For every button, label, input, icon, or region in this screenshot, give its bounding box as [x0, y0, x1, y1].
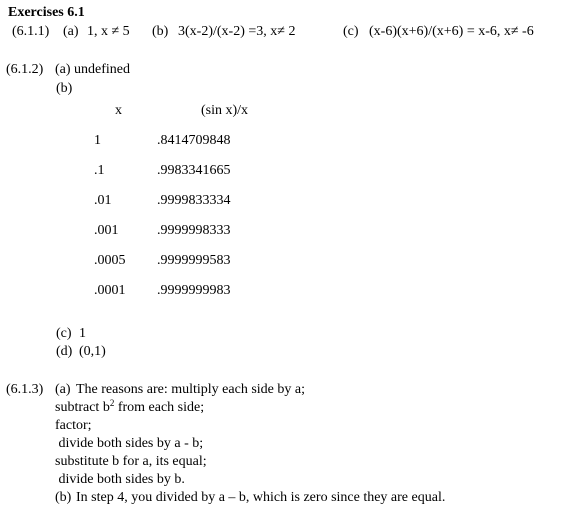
exercise-6-1-3-a-text: The reasons are: multiply each side by a;	[76, 382, 305, 397]
table-cell-x: .1	[94, 163, 105, 178]
exponent-2: 2	[109, 398, 115, 408]
table-cell-x: 1	[94, 133, 101, 148]
step-subtract-line	[55, 400, 204, 416]
exercise-6-1-2-number: (6.1.2)	[6, 62, 44, 77]
exercise-6-1-2-c-text: 1	[79, 326, 86, 341]
exercise-6-1-2-d-label: (d)	[56, 344, 73, 359]
table-cell-x: .0001	[94, 283, 126, 298]
exercise-6-1-2-a-label: (a)	[55, 62, 71, 77]
exercise-6-1-1-b-label: (b)	[152, 24, 169, 39]
exercise-6-1-2-b-label: (b)	[56, 81, 73, 96]
exercise-6-1-1-a-label: (a)	[63, 24, 79, 39]
step-subtract-post: from each side;	[114, 400, 205, 415]
table-cell-value: .9999999583	[157, 253, 231, 268]
table-cell-x: .001	[94, 223, 119, 238]
step-divide-b: divide both sides by b.	[55, 472, 185, 487]
exercise-6-1-3-number: (6.1.3)	[6, 382, 44, 397]
exercise-6-1-1-a-text: 1, x ≠ 5	[87, 24, 130, 39]
exercise-6-1-3-a-label: (a)	[55, 382, 71, 397]
exercise-6-1-2-a-text: undefined	[74, 62, 130, 77]
table-header-x: x	[115, 103, 122, 118]
page-heading: Exercises 6.1	[8, 5, 85, 20]
table-cell-x: .01	[94, 193, 112, 208]
table-cell-value: .9999998333	[157, 223, 231, 238]
exercise-6-1-3-b-text: In step 4, you divided by a – b, which is zero since they are equal.	[76, 490, 446, 505]
exercise-6-1-1-c-label: (c)	[343, 24, 359, 39]
exercise-6-1-1-c-text: (x-6)(x+6)/(x+6) = x-6, x≠ -6	[369, 24, 534, 39]
table-header-sinx-over-x: (sin x)/x	[201, 103, 249, 118]
table-cell-value: .8414709848	[157, 133, 231, 148]
table-cell-value: .9999999983	[157, 283, 231, 298]
exercise-6-1-3-b-label: (b)	[55, 490, 72, 505]
exercise-6-1-1-b-text: 3(x-2)/(x-2) =3, x≠ 2	[178, 24, 296, 39]
step-divide-a-minus-b: divide both sides by a - b;	[55, 436, 204, 451]
step-subtract-pre: subtract b	[55, 400, 110, 415]
step-factor: factor;	[55, 418, 92, 433]
exercise-6-1-2-c-label: (c)	[56, 326, 72, 341]
step-substitute: substitute b for a, its equal;	[55, 454, 207, 469]
table-cell-value: .9983341665	[157, 163, 231, 178]
table-cell-value: .9999833334	[157, 193, 231, 208]
table-cell-x: .0005	[94, 253, 126, 268]
exercise-6-1-2-d-text: (0,1)	[79, 344, 106, 359]
exercise-6-1-1-number: (6.1.1)	[12, 24, 50, 39]
